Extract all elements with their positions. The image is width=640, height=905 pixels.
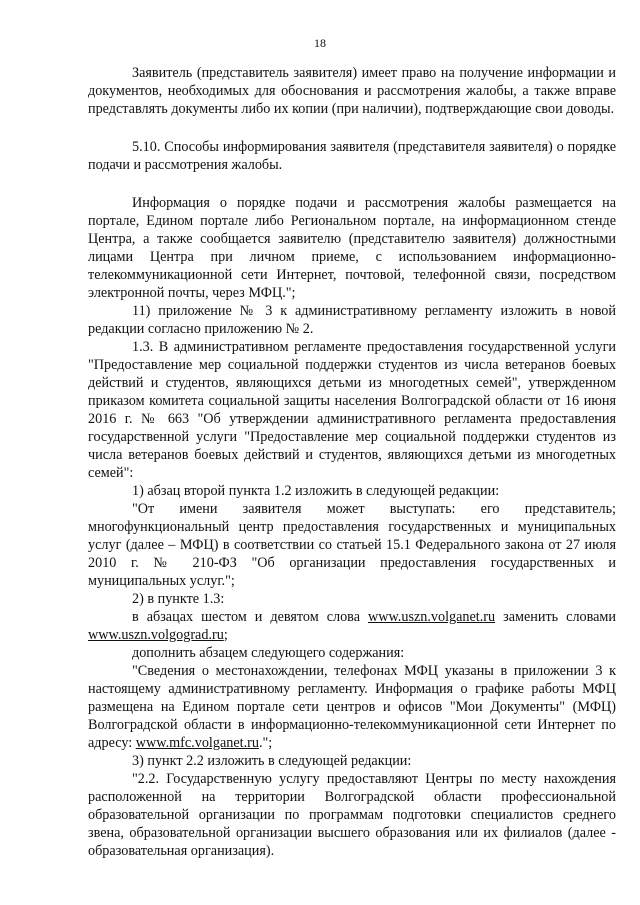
paragraph-section-1-3: 1.3. В административном регламенте предоставления государственной услуги "Предоставление мер социальной поддержки студентов из числа ветеранов боевых действий и студентов, являющихся детьми из многодетных семей", утвержденном приказом комитета социальной защиты населения Волгоградской области от 16 июня 2016 г. № 663 "Об утверждении административного регламента предоставления государственной услуги "Предоставление мер социальной поддержки студентов из числа ветеранов боевых действий и студентов, являющихся детьми из многодетных семей": (88, 339, 616, 481)
paragraph-section-5-10: 5.10. Способы информирования заявителя (представителя заявителя) о порядке подачи и рассмотрения жалобы. (88, 139, 616, 173)
paragraph-item-3: 3) пункт 2.2 изложить в следующей редакции: (132, 753, 412, 769)
url-mfc[interactable]: www.mfc.volganet.ru (135, 735, 259, 751)
paragraph-applicant-representative: "От имени заявителя может выступать: его представитель; многофункциональный центр предоставления государственных и муниципальных услуг (далее – МФЦ) в соответствии со статьей 15.1 Федерального закона от 27 июля 2010 г. № 210-ФЗ "Об организации предоставления государственных и муниципальных услуг."; (88, 501, 616, 589)
text-fragment: "Сведения о местонахождении, телефонах МФЦ указаны в приложении 3 к настоящему административному регламенту. Информация о графике работы МФЦ размещена на Едином портале сети центров и офисов "Мои Документы" (МФЦ) Волгоградской области в информационно-телекоммуникационной сети Интернет по адресу: (88, 663, 616, 751)
paragraph-complaint-rights: Заявитель (представитель заявителя) имеет право на получение информации и документов, необходимых для обоснования и рассмотрения жалобы, а также вправе представлять документы либо их копии (при наличии), подтверждающие свои доводы. (88, 65, 616, 117)
text-fragment: в абзацах шестом и девятом слова (132, 609, 368, 625)
paragraph-item-11: 11) приложение № 3 к административному регламенту изложить в новой редакции согласно приложению № 2. (88, 303, 616, 337)
url-new[interactable]: www.uszn.volgograd.ru (88, 627, 224, 643)
paragraph-replace-urls (88, 608, 616, 644)
text-fragment: ; (223, 627, 228, 643)
text-fragment: заменить словами (495, 609, 616, 625)
text-fragment: ."; (258, 735, 273, 751)
paragraph-item-2: 2) в пункте 1.3: (132, 591, 225, 607)
paragraph-complaint-info: Информация о порядке подачи и рассмотрения жалобы размещается на портале, Едином портале либо Региональном портале, на информационном стенде Центра, а также сообщается заявителю (представителю заявителя) должностными лицами Центра при личном приеме, с использованием информационно-телекоммуникационной сети Интернет, почтовой, телефонной связи, посредством электронной почты, через МФЦ."; (88, 195, 616, 301)
paragraph-item-1: 1) абзац второй пункта 1.2 изложить в следующей редакции: (132, 483, 500, 499)
paragraph-add-paragraph: дополнить абзацем следующего содержания: (132, 645, 405, 661)
paragraph-section-2-2: "2.2. Государственную услугу предоставляют Центры по месту нахождения расположенной на территории Волгоградской области профессиональной образовательной организации по программам подготовки специалистов среднего звена, образовательной организации высшего образования или их филиалов (далее - образовательная организация). (88, 771, 616, 859)
document-body (88, 64, 616, 860)
page-number: 18 (314, 36, 326, 50)
paragraph-mfc-info (88, 662, 616, 752)
url-old[interactable]: www.uszn.volganet.ru (367, 609, 496, 625)
